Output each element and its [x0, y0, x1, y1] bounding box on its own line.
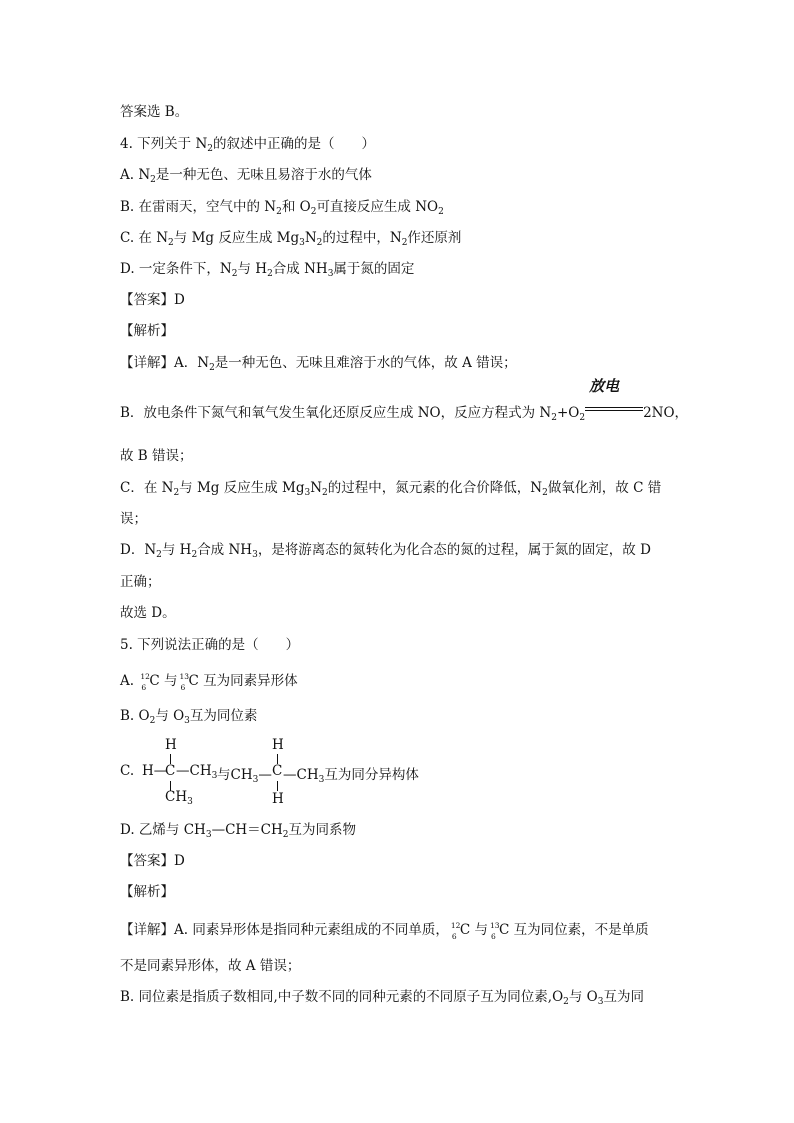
struct-group: 与$CH_3—$ [217, 767, 272, 785]
option-c: C. 在 $N_2$与 Mg 反应生成 $Mg_3N_2$的过程中，$N_2$作还原剂 [120, 230, 462, 248]
struct-atom: H [272, 791, 284, 807]
struct-atom: H [165, 737, 177, 753]
option-d: D. 一定条件下，$N_2$与 $H_2$合成 $NH_3$属于氮的固定 [120, 261, 415, 279]
explanation-b-cont: 故 B 错误； [120, 448, 193, 464]
q5-explanation-a-cont: 不是同素异形体，故 A 错误； [120, 958, 301, 974]
option-c-label: C. [120, 763, 135, 779]
conclusion: 故选 D。 [120, 605, 176, 621]
text-line: 答案选 B。 [120, 104, 189, 120]
explanation-d-cont: 正确； [120, 574, 161, 590]
struct-atom: C [272, 763, 283, 779]
struct-atom: H— [142, 763, 168, 779]
answer-label: 【答案】D [120, 292, 185, 308]
q5-option-b: B. $O_2$与 $O_3$互为同位素 [120, 708, 258, 726]
explanation-a: 【详解】A．$N_2$是一种无色、无味且难溶于水的气体，故 A 错误； [120, 355, 517, 373]
explanation-c: C．在 $N_2$与 Mg 反应生成 $Mg_3N_2$的过程中，氮元素的化合价降低，$N_2$做氧化剂，故 C 错 [120, 480, 662, 498]
explanation-b: B．放电条件下氮气和氧气发生氧化还原反应生成 NO，反应方程式为 $N_2+O_2$ 放电 2NO， [120, 377, 689, 423]
question-4: 4. 下列关于 $N_2$的叙述中正确的是（ ） [120, 136, 376, 154]
reaction-arrow: 放电 [585, 401, 643, 419]
explanation-d: D．$N_2$与 $H_2$合成 $NH_3$，是将游离态的氮转化为化合态的氮的过程，属于氮的固定，故 D [120, 542, 651, 560]
isotope-c12: 12 6 [140, 672, 150, 692]
q5-explanation-a: 【详解】A. 同素异形体是指同种元素组成的不同单质， 12 6 C 与 13 6 C 互为同位素，不是单质 [120, 921, 649, 941]
q5-explanation-b: B. 同位素是指质子数相同,中子数不同的同种元素的不同原子互为同位素$,O_2$与 $O_3$互为同 [120, 989, 644, 1007]
struct-group: $—CH_3$互为同分异构体 [283, 767, 419, 785]
answer-label: 【答案】D [120, 853, 185, 869]
isotope-c13: 13 6 [489, 921, 500, 941]
question-5: 5. 下列说法正确的是（ ） [120, 637, 300, 653]
analysis-label: 【解析】 [120, 884, 174, 900]
isotope-c13: 13 6 [179, 672, 190, 692]
analysis-label: 【解析】 [120, 323, 174, 339]
isotope-c12: 12 6 [450, 921, 461, 941]
struct-group: $—CH_3$ [176, 763, 218, 781]
struct-bond [277, 781, 278, 791]
q5-option-d: D. 乙烯与 $CH_3—CH=CH_2$互为同系物 [120, 822, 357, 840]
struct-group: $CH_3$ [165, 789, 193, 807]
explanation-c-cont: 误； [120, 511, 147, 527]
option-a: A. $N_2$是一种无色、无味且易溶于水的气体 [120, 167, 372, 185]
struct-atom: H [272, 737, 284, 753]
q5-option-a: A. 12 6 C 与 13 6 C 互为同素异形体 [120, 672, 298, 692]
option-b: B. 在雷雨天，空气中的 $N_2$和 $O_2$可直接反应生成 $NO_2$ [120, 199, 444, 217]
struct-atom: C [165, 763, 176, 779]
